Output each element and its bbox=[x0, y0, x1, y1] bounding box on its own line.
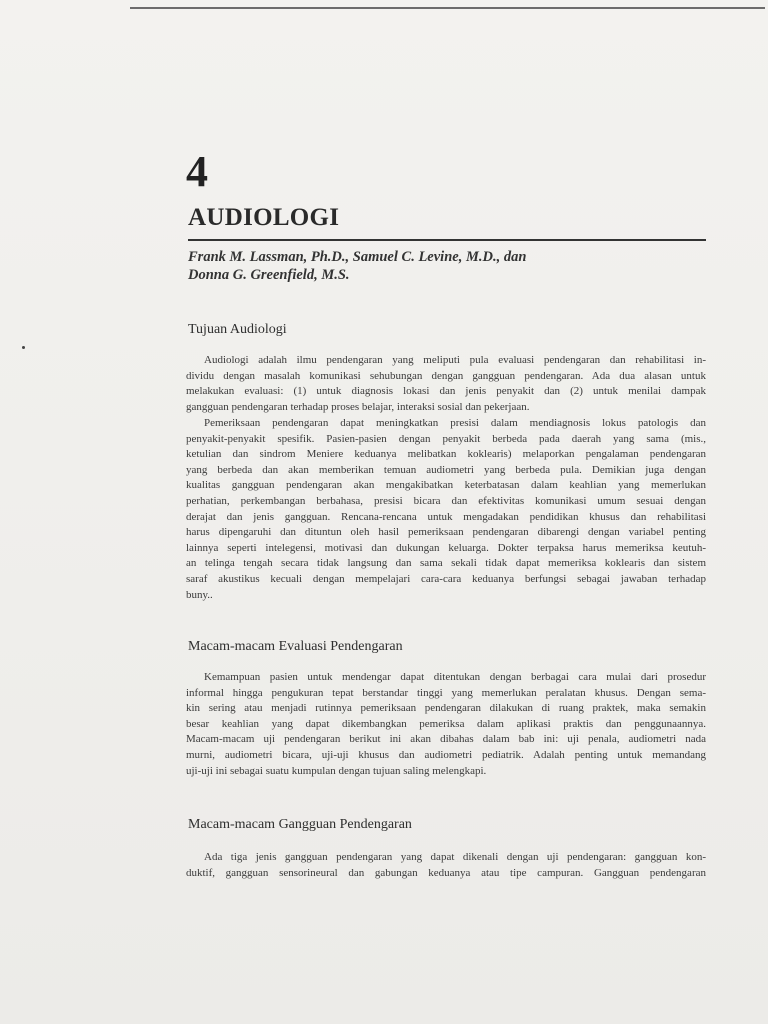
text-line: dividu dengan masalah komunikasi sehubungan dengan gangguan pendengaran. Ada dua alasan untuk bbox=[186, 369, 706, 382]
text-line: penyakit-penyakit spesifik. Pasien-pasien dengan penyakit berbeda pada daerah yang sama (mis., bbox=[186, 432, 706, 445]
paragraph bbox=[186, 416, 706, 603]
scan-speck bbox=[22, 346, 25, 349]
paragraph bbox=[186, 670, 706, 779]
text-line: harus dipengaruhi dan dituntun oleh hasil pemeriksaan pendengaran dibarengi dengan variabel penting bbox=[186, 526, 706, 539]
text-line: kin sering atau menjadi rutinnya pemeriksaan pendengaran dilakukan di ruang praktek, maka semakin bbox=[186, 702, 706, 715]
text-line: buny.. bbox=[186, 588, 213, 601]
section-heading-tujuan-audiologi: Tujuan Audiologi bbox=[188, 322, 287, 337]
text-line: ketulian dan sindrom Meniere keduanya melibatkan koklearis) melaporkan pengalaman pendengaran bbox=[186, 448, 706, 461]
text-line: gangguan pendengaran terhadap proses belajar, interaksi sosial dan pekerjaan. bbox=[186, 400, 530, 413]
text-line: derajat dan jenis gangguan. Rencana-rencana untuk mengadakan pendidikan khusus dan rehabilitasi bbox=[186, 510, 706, 523]
author-line: Donna G. Greenfield, M.S. bbox=[188, 267, 350, 283]
paragraph bbox=[186, 850, 706, 881]
paragraph bbox=[186, 353, 706, 415]
text-line: duktif, gangguan sensorineural dan gabungan keduanya atau tipe campuran. Gangguan pendengaran bbox=[186, 866, 706, 879]
text-line: besar keahlian yang dapat dikembangkan pemeriksa dalam aplikasi praktis dan penggunaannya. bbox=[186, 717, 706, 730]
author-list bbox=[188, 248, 708, 284]
text-line: murni, audiometri bicara, uji-uji khusus dan audiometri pediatrik. Adalah penting untuk memandang bbox=[186, 748, 706, 761]
text-line: Macam-macam uji pendengaran berikut ini akan dibahas dalam bab ini: uji penala, audiometri nada bbox=[186, 733, 706, 746]
text-line: informal hingga pengukuran tepat berstandar tinggi yang memerlukan peralatan khusus. Dengan sema- bbox=[186, 686, 706, 699]
text-line: Audiologi adalah ilmu pendengaran yang meliputi pula evaluasi pendengaran dan rehabilitasi in- bbox=[204, 354, 706, 366]
section-heading-macam-evaluasi: Macam-macam Evaluasi Pendengaran bbox=[188, 639, 403, 654]
text-line: Pemeriksaan pendengaran dapat meningkatkan presisi dalam mendiagnosis lokus patologis dan bbox=[204, 417, 706, 429]
author-line: Frank M. Lassman, Ph.D., Samuel C. Levine, M.D., dan bbox=[188, 249, 527, 265]
chapter-title: AUDIOLOGI bbox=[188, 204, 340, 231]
text-line: yang berbeda dan akan memberikan temuan audiometri yang berbeda pula. Demikian juga dengan bbox=[186, 463, 706, 476]
text-line: saraf akustikus kecuali dengan mempelajari cara-cara keduanya berfungsi sebagai jawaban terhadap bbox=[186, 572, 706, 585]
text-line: Ada tiga jenis gangguan pendengaran yang dapat dikenali dengan uji pendengaran: gangguan kon- bbox=[204, 851, 706, 863]
chapter-number: 4 bbox=[186, 147, 208, 196]
text-line: melakukan evaluasi: (1) untuk diagnosis lokasi dan jenis penyakit dan (2) untuk menilai dampak bbox=[186, 385, 706, 398]
text-line: Kemampuan pasien untuk mendengar dapat ditentukan dengan berbagai cara mulai dari prosedur bbox=[204, 671, 706, 683]
top-rule bbox=[130, 7, 765, 9]
text-line: uji-uji ini sebagai suatu kumpulan dengan tujuan saling melengkapi. bbox=[186, 764, 487, 777]
text-line: perhatian, perkembangan berbahasa, presisi bicara dan efektivitas komunikasi umum sesuai dengan bbox=[186, 494, 706, 507]
text-line: lainnya seperti intelegensi, motivasi dan dukungan keluarga. Dokter terpaksa harus memeriksa keutuh- bbox=[186, 541, 706, 554]
title-divider bbox=[188, 239, 706, 241]
text-line: kualitas gangguan pendengaran akan mengakibatkan keterbatasan dalam keahlian yang memerlukan bbox=[186, 479, 706, 492]
text-line: an telinga tengah secara tidak langsung dan sama sekali tidak dapat memeriksa koklearis dan sistem bbox=[186, 557, 706, 570]
section-heading-macam-gangguan: Macam-macam Gangguan Pendengaran bbox=[188, 817, 412, 832]
